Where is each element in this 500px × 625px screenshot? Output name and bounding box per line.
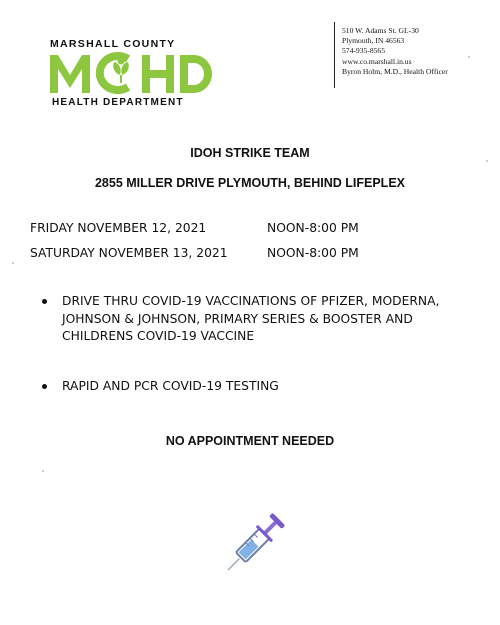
- schedule-day: FRIDAY NOVEMBER 12, 2021: [30, 221, 207, 235]
- address-line: 510 W. Adams St. GL-30: [342, 26, 419, 35]
- event-title: IDOH STRIKE TEAM: [190, 146, 310, 160]
- scan-speck: [486, 160, 488, 162]
- mchd-logo: [44, 38, 224, 108]
- logo-bottom-text: HEALTH DEPARTMENT: [52, 97, 184, 108]
- address-line: Plymouth, IN 46563: [342, 36, 405, 46]
- website-line: www.co.marshall.in.us: [342, 56, 412, 66]
- bullet-icon: [42, 384, 47, 389]
- schedule-time: NOON-8:00 PM: [267, 246, 359, 260]
- phone-line: 574-935-8565: [342, 46, 386, 56]
- list-item: [40, 293, 480, 346]
- mchd-logo-mark: [46, 51, 222, 95]
- event-location: 2855 MILLER DRIVE PLYMOUTH, BEHIND LIFEPLEX: [94, 176, 405, 190]
- bullet-icon: [42, 299, 47, 304]
- services-list: [40, 293, 480, 395]
- list-item: [40, 378, 480, 396]
- contact-address: [342, 26, 492, 77]
- schedule-day: SATURDAY NOVEMBER 13, 2021: [30, 246, 228, 260]
- service-text: RAPID AND PCR COVID-19 TESTING: [62, 378, 279, 393]
- logo-top-text: MARSHALL COUNTY: [50, 38, 176, 50]
- health-officer-line: Byron Holm, M.D., Health Officer: [342, 66, 448, 76]
- scan-speck: [12, 262, 14, 264]
- scan-speck: [42, 470, 44, 472]
- no-appointment-notice: NO APPOINTMENT NEEDED: [165, 434, 335, 448]
- service-text: DRIVE THRU COVID-19 VACCINATIONS OF PFIZER, MODERNA, JOHNSON & JOHNSON, PRIMARY SERIES & BOOSTER AND CHILDRENS COVID-19 VACCINE: [62, 294, 440, 343]
- scan-speck: [468, 56, 470, 58]
- syringe-icon: [224, 504, 290, 578]
- header-divider: [334, 22, 335, 88]
- schedule-time: NOON-8:00 PM: [267, 221, 359, 235]
